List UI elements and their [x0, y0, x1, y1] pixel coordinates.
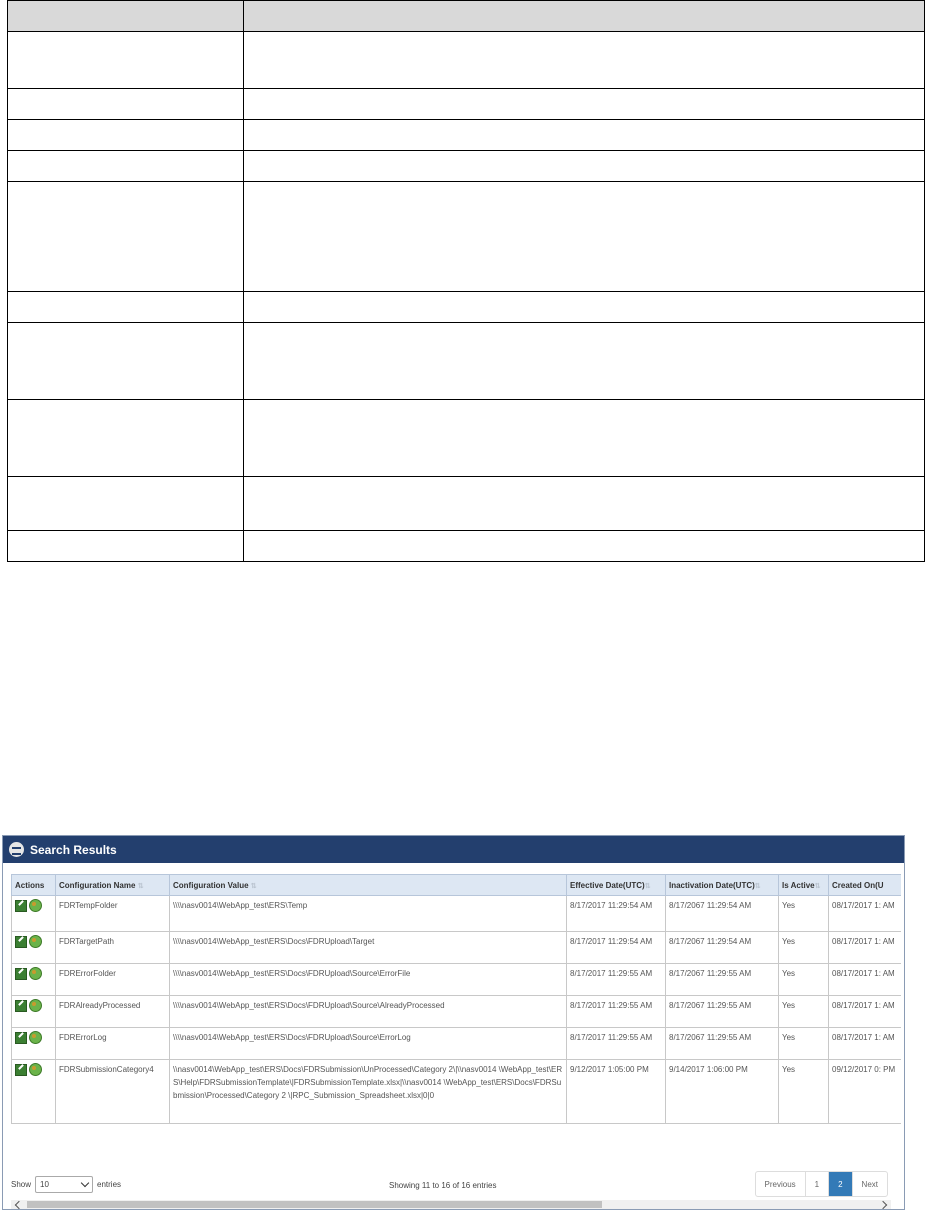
edit-icon[interactable]	[15, 968, 27, 980]
results-header-row	[12, 875, 902, 896]
created-on-cell: 08/17/2017 1: AM	[829, 896, 902, 932]
created-on-cell: 08/17/2017 1: AM	[829, 964, 902, 996]
globe-icon[interactable]	[29, 999, 42, 1012]
scrollbar-thumb[interactable]	[27, 1201, 602, 1208]
empty-table-row	[8, 89, 925, 120]
page-length-select[interactable]	[35, 1176, 93, 1193]
col-header-effective-date[interactable]: Effective Date(UTC)⇅	[567, 875, 666, 896]
actions-cell	[12, 996, 56, 1028]
created-on-cell: 09/12/2017 0: PM	[829, 1060, 902, 1124]
col-header-is-active[interactable]: Is Active⇅	[779, 875, 829, 896]
globe-icon[interactable]	[29, 1063, 42, 1076]
table-row	[12, 1028, 902, 1060]
empty-table-row	[8, 120, 925, 151]
effective-date-cell: 8/17/2017 11:29:55 AM	[567, 996, 666, 1028]
globe-icon[interactable]	[29, 967, 42, 980]
edit-icon[interactable]	[15, 1064, 27, 1076]
panel-header	[3, 836, 904, 863]
config-value-cell: \\\\nasv0014\WebApp_test\ERS\Docs\FDRUpload\Source\AlreadyProcessed	[170, 996, 567, 1028]
config-value-cell: \\\\nasv0014\WebApp_test\ERS\Docs\FDRUpload\Source\ErrorLog	[170, 1028, 567, 1060]
scroll-right-icon[interactable]	[879, 1201, 887, 1209]
chevron-down-icon	[81, 1179, 89, 1187]
edit-icon[interactable]	[15, 900, 27, 912]
effective-date-cell: 8/17/2017 11:29:54 AM	[567, 896, 666, 932]
config-name-cell: FDRErrorFolder	[56, 964, 170, 996]
config-name-cell: FDRErrorLog	[56, 1028, 170, 1060]
actions-cell	[12, 1028, 56, 1060]
table-info: Showing 11 to 16 of 16 entries	[389, 1181, 497, 1190]
empty-table-row	[8, 151, 925, 182]
inactivation-date-cell: 9/14/2017 1:06:00 PM	[666, 1060, 779, 1124]
table-row	[12, 1060, 902, 1124]
effective-date-cell: 8/17/2017 11:29:55 AM	[567, 1028, 666, 1060]
pagination	[755, 1171, 888, 1197]
empty-table-row	[8, 323, 925, 400]
page-2-button[interactable]: 2	[829, 1172, 852, 1196]
empty-table-row	[8, 477, 925, 531]
created-on-cell: 08/17/2017 1: AM	[829, 1028, 902, 1060]
config-name-cell: FDRTempFolder	[56, 896, 170, 932]
actions-cell	[12, 1060, 56, 1124]
effective-date-cell: 8/17/2017 11:29:54 AM	[567, 932, 666, 964]
globe-icon[interactable]	[29, 935, 42, 948]
inactivation-date-cell: 8/17/2067 11:29:55 AM	[666, 1028, 779, 1060]
table-footer	[11, 1171, 891, 1201]
config-value-cell: \\nasv0014\WebApp_test\ERS\Docs\FDRSubmission\UnProcessed\Category 2\|\\nasv0014 \WebApp_test\ERS\Help\FDRSubmissionTemplate\|FDRSubmissionTemplate.xlsx|\\nasv0014 \WebApp_test\ERS\Docs\FDRSubmission\Processed\Category 2 \|RPC_Submission_Spreadsheet.xlsx|0|0	[170, 1060, 567, 1124]
horizontal-scrollbar[interactable]	[11, 1200, 891, 1209]
col-header-configuration-name[interactable]: Configuration Name ⇅	[56, 875, 170, 896]
col-header-actions[interactable]: Actions	[12, 875, 56, 896]
empty-table-row	[8, 32, 925, 89]
results-table	[11, 874, 901, 1124]
search-results-panel	[2, 835, 905, 1210]
table-row	[12, 932, 902, 964]
results-table-wrapper	[11, 874, 901, 1165]
panel-title: Search Results	[30, 842, 117, 857]
page-length-value: 10	[40, 1180, 49, 1189]
scroll-left-icon[interactable]	[15, 1201, 23, 1209]
sort-icon: ⇅	[644, 882, 651, 890]
inactivation-date-cell: 8/17/2067 11:29:54 AM	[666, 896, 779, 932]
is-active-cell: Yes	[779, 932, 829, 964]
config-value-cell: \\\\nasv0014\WebApp_test\ERS\Docs\FDRUpload\Source\ErrorFile	[170, 964, 567, 996]
is-active-cell: Yes	[779, 996, 829, 1028]
edit-icon[interactable]	[15, 1032, 27, 1044]
effective-date-cell: 8/17/2017 11:29:55 AM	[567, 964, 666, 996]
globe-icon[interactable]	[29, 1031, 42, 1044]
col-header-inactivation-date[interactable]: Inactivation Date(UTC)⇅	[666, 875, 779, 896]
inactivation-date-cell: 8/17/2067 11:29:55 AM	[666, 964, 779, 996]
sort-icon: ⇅	[250, 882, 257, 890]
created-on-cell: 08/17/2017 1: AM	[829, 996, 902, 1028]
sort-icon: ⇅	[754, 882, 761, 890]
empty-table-row	[8, 182, 925, 292]
empty-table-row	[8, 400, 925, 477]
globe-icon[interactable]	[29, 899, 42, 912]
config-name-cell: FDRSubmissionCategory4	[56, 1060, 170, 1124]
actions-cell	[12, 896, 56, 932]
actions-cell	[12, 932, 56, 964]
config-name-cell: FDRAlreadyProcessed	[56, 996, 170, 1028]
inactivation-date-cell: 8/17/2067 11:29:55 AM	[666, 996, 779, 1028]
table-row	[12, 896, 902, 932]
config-name-cell: FDRTargetPath	[56, 932, 170, 964]
previous-button[interactable]: Previous	[756, 1172, 806, 1196]
is-active-cell: Yes	[779, 1028, 829, 1060]
empty-table-header-row	[8, 1, 925, 32]
edit-icon[interactable]	[15, 936, 27, 948]
col-header-configuration-value[interactable]: Configuration Value ⇅	[170, 875, 567, 896]
effective-date-cell: 9/12/2017 1:05:00 PM	[567, 1060, 666, 1124]
empty-table	[7, 0, 925, 562]
col-header-created-on[interactable]: Created On(U	[829, 875, 902, 896]
table-row	[12, 964, 902, 996]
sort-icon: ⇅	[137, 882, 144, 890]
next-button[interactable]: Next	[861, 1179, 878, 1189]
table-row	[12, 996, 902, 1028]
page-length-control	[11, 1176, 121, 1193]
search-results-icon	[9, 842, 24, 857]
entries-label: entries	[97, 1180, 122, 1189]
show-label: Show	[11, 1180, 32, 1189]
inactivation-date-cell: 8/17/2067 11:29:54 AM	[666, 932, 779, 964]
config-value-cell: \\\\nasv0014\WebApp_test\ERS\Docs\FDRUpload\Target	[170, 932, 567, 964]
config-value-cell: \\\\nasv0014\WebApp_test\ERS\Temp	[170, 896, 567, 932]
sort-icon: ⇅	[814, 882, 821, 890]
empty-table-row	[8, 292, 925, 323]
created-on-cell: 08/17/2017 1: AM	[829, 932, 902, 964]
page-1-button[interactable]: 1	[806, 1172, 829, 1196]
is-active-cell: Yes	[779, 896, 829, 932]
empty-table-row	[8, 531, 925, 562]
actions-cell	[12, 964, 56, 996]
is-active-cell: Yes	[779, 964, 829, 996]
is-active-cell: Yes	[779, 1060, 829, 1124]
edit-icon[interactable]	[15, 1000, 27, 1012]
